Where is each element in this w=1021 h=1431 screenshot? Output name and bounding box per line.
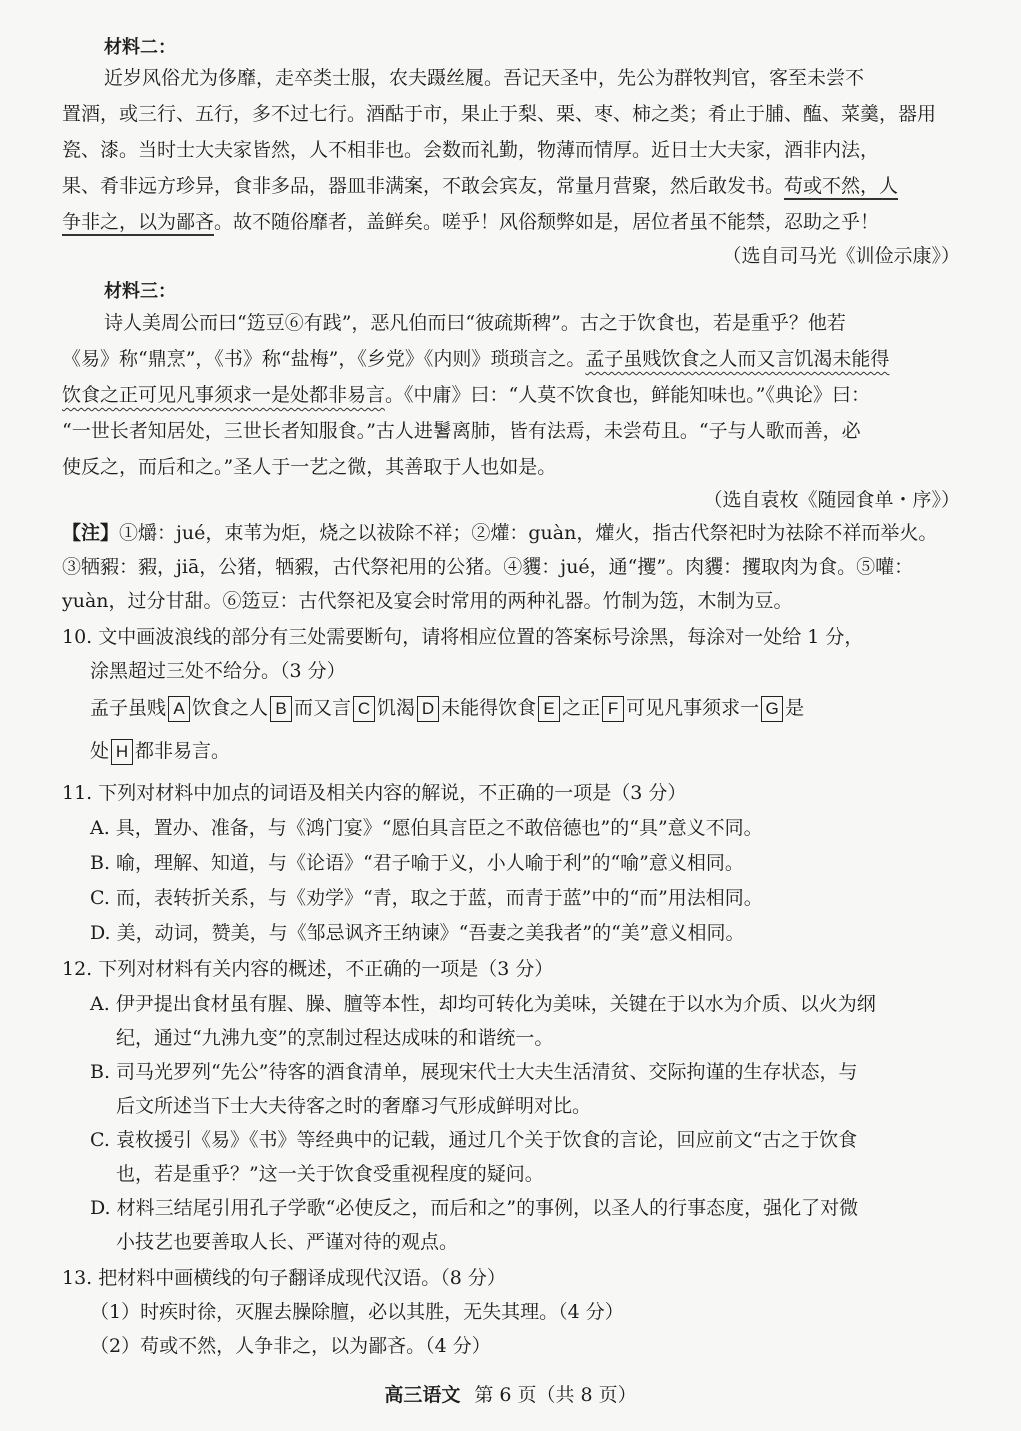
- wavy-sentence-part2: 饮食之正可见凡事须求一是处都非易言: [62, 384, 386, 406]
- q12-stem: 12. 下列对材料有关内容的概述，不正确的一项是（3 分）: [62, 958, 554, 980]
- q10-segment: 可见凡事须求一: [626, 697, 760, 719]
- material2-line-4: [62, 168, 898, 204]
- q10-segment: 饥渴: [377, 697, 416, 719]
- notes-line-1: [62, 515, 937, 551]
- wavy-sentence-part1: 孟子虽贱饮食之人而又言饥渴未能得: [585, 348, 890, 370]
- q13-stem: 13. 把材料中画横线的句子翻译成现代汉语。（8 分）: [62, 1267, 506, 1289]
- q10-answer-row-1: [90, 690, 804, 726]
- q10-option-box-b[interactable]: B: [270, 696, 292, 722]
- footer-subject: 高三语文: [384, 1384, 461, 1406]
- q12-option-c-line-2: 也，若是重乎？”这一关于饮食受重视程度的疑问。: [116, 1163, 544, 1185]
- q10-option-box-g[interactable]: G: [761, 696, 783, 722]
- q10-stem-line-2: 涂黑超过三处不给分。（3 分）: [90, 660, 346, 682]
- material3-line-5: 使反之，而后和之。”圣人于一艺之微，其善取于人也如是。: [62, 456, 557, 478]
- q13-sentence-2: （2）苟或不然，人争非之，以为鄙吝。（4 分）: [90, 1335, 491, 1357]
- material2-line4-text: 果、肴非远方珍异，食非多品，器皿非满案，不敢会宾友，常量月营聚，然后敢发书。: [62, 175, 785, 197]
- q11-option-b: B. 喻，理解、知道，与《论语》“君子喻于义，小人喻于利”的“喻”意义相同。: [90, 852, 744, 874]
- notes-tag: 【注】: [62, 522, 120, 544]
- material2-source: （选自司马光《训俭示康》）: [722, 245, 960, 267]
- q10-option-box-e[interactable]: E: [538, 696, 560, 722]
- q12-option-b-line-1: B. 司马光罗列“先公”待客的酒食清单，展现宋代士大夫生活清贫、交际拘谨的生存状态，与: [90, 1061, 858, 1083]
- q10-segment: 孟子虽贱: [90, 697, 167, 719]
- q10-option-box-a[interactable]: A: [168, 696, 190, 722]
- q10-segment: 之正: [562, 697, 601, 719]
- material3-line3-text: 。《中庸》曰：“人莫不饮食也，鲜能知味也。”《典论》曰：: [385, 384, 870, 406]
- q12-option-d-line-2: 小技艺也要善取人长、严谨对待的观点。: [116, 1231, 459, 1253]
- q10-segment: 饮食之人: [192, 697, 269, 719]
- q12-option-a-line-1: A. 伊尹提出食材虽有腥、臊、膻等本性，却均可转化为美味，关键在于以水为介质、以火为纲: [90, 993, 876, 1015]
- q10-segment: 是: [785, 697, 805, 719]
- material2-line-2: 置酒，或三行、五行，多不过七行。酒酤于市，果止于梨、栗、枣、柿之类；肴止于脯、醢、菜羹，器用: [62, 103, 937, 125]
- q12-option-a-line-2: 纪，通过“九沸九变”的烹制过程达成味的和谐统一。: [116, 1027, 554, 1049]
- material2-line-5: [62, 204, 879, 240]
- q10-stem-line-1: 10. 文中画波浪线的部分有三处需要断句，请将相应位置的答案标号涂黑，每涂对一处给 1 分，: [62, 626, 864, 648]
- notes-line-2: ③牺豭：豭，jiā，公猪，牺豭，古代祭祀用的公猪。④貜：jué，通“攫”。肉貜：攫取肉为食。⑤嚾：: [62, 556, 914, 578]
- material2-line-3: 瓷、漆。当时士大夫家皆然，人不相非也。会数而礼勤，物薄而情厚。近日士大夫家，酒非内法，: [62, 139, 880, 161]
- material2-line5-text: 。故不随俗靡者，盖鲜矣。嗟乎！风俗颓弊如是，居位者虽不能禁，忍助之乎！: [214, 211, 880, 233]
- underlined-sentence-part1: 苟或不然，人: [784, 175, 899, 197]
- underlined-sentence-part2: 争非之，以为鄙吝: [62, 211, 215, 233]
- material3-line-1: 诗人美周公而曰“笾豆⑥有践”，恶凡伯而曰“彼疏斯稗”。古之于饮食也，若是重乎？他若: [104, 312, 846, 334]
- q12-option-d-line-1: D. 材料三结尾引用孔子学歌“必使反之，而后和之”的事例，以圣人的行事态度，强化了对微: [90, 1197, 859, 1219]
- notes-line-3: yuàn，过分甘甜。⑥笾豆：古代祭祀及宴会时常用的两种礼器。竹制为笾，木制为豆。: [62, 590, 793, 612]
- material3-line2-text: 《易》称“鼎烹”，《书》称“盐梅”，《乡党》《内则》琐琐言之。: [62, 348, 586, 370]
- q10-segment: 处: [90, 740, 110, 762]
- q13-sentence-1: （1）时疾时徐，灭腥去臊除膻，必以其胜，无失其理。（4 分）: [90, 1301, 624, 1323]
- material3-heading: 材料三：: [104, 281, 176, 302]
- q10-option-box-f[interactable]: F: [602, 696, 624, 722]
- q12-option-c-line-1: C. 袁枚援引《易》《书》等经典中的记载，通过几个关于饮食的言论，回应前文“古之于饮食: [90, 1129, 858, 1151]
- q11-option-d: D. 美，动词，赞美，与《邹忌讽齐王纳谏》“吾妻之美我者”的“美”意义相同。: [90, 922, 745, 944]
- material2-heading: 材料二：: [104, 37, 176, 58]
- material2-line-1: 近岁风俗尤为侈靡，走卒类士服，农夫蹑丝履。吾记天圣中，先公为群牧判官，客至未尝不: [104, 67, 865, 89]
- q10-segment: 而又言: [294, 697, 352, 719]
- q11-stem: 11. 下列对材料中加点的词语及相关内容的解说，不正确的一项是（3 分）: [62, 782, 687, 804]
- material3-line-4: “一世长者知居处，三世长者知服食。”古人进鬐离肺，皆有法焉，未尝苟且。“子与人歌而善，必: [62, 420, 861, 442]
- material3-line-3: [62, 377, 870, 413]
- q10-option-box-d[interactable]: D: [417, 696, 439, 722]
- q10-option-box-c[interactable]: C: [353, 696, 375, 722]
- q10-segment: 未能得饮食: [441, 697, 537, 719]
- q10-option-box-h[interactable]: H: [111, 739, 133, 765]
- q11-option-c: C. 而，表转折关系，与《劝学》“青，取之于蓝，而青于蓝”中的“而”用法相同。: [90, 887, 763, 909]
- page-footer: [0, 1380, 1021, 1407]
- material3-source: （选自袁枚《随园食单・序》）: [703, 489, 960, 511]
- material3-line-2: [62, 341, 889, 377]
- q10-answer-row-2: [90, 733, 230, 769]
- footer-page-number: 第 6 页（共 8 页）: [474, 1384, 637, 1406]
- notes-text-1: ①爝：jué，束苇为炬，烧之以祓除不祥；②爟：guàn，爟火，指古代祭祀时为祛除不祥而举火。: [119, 522, 938, 544]
- q12-option-b-line-2: 后文所述当下士大夫待客之时的奢靡习气形成鲜明对比。: [116, 1095, 592, 1117]
- q11-option-a: A. 具，置办、准备，与《鸿门宴》“愿伯具言臣之不敢倍德也”的“具”意义不同。: [90, 817, 763, 839]
- q10-segment: 都非易言。: [135, 740, 231, 762]
